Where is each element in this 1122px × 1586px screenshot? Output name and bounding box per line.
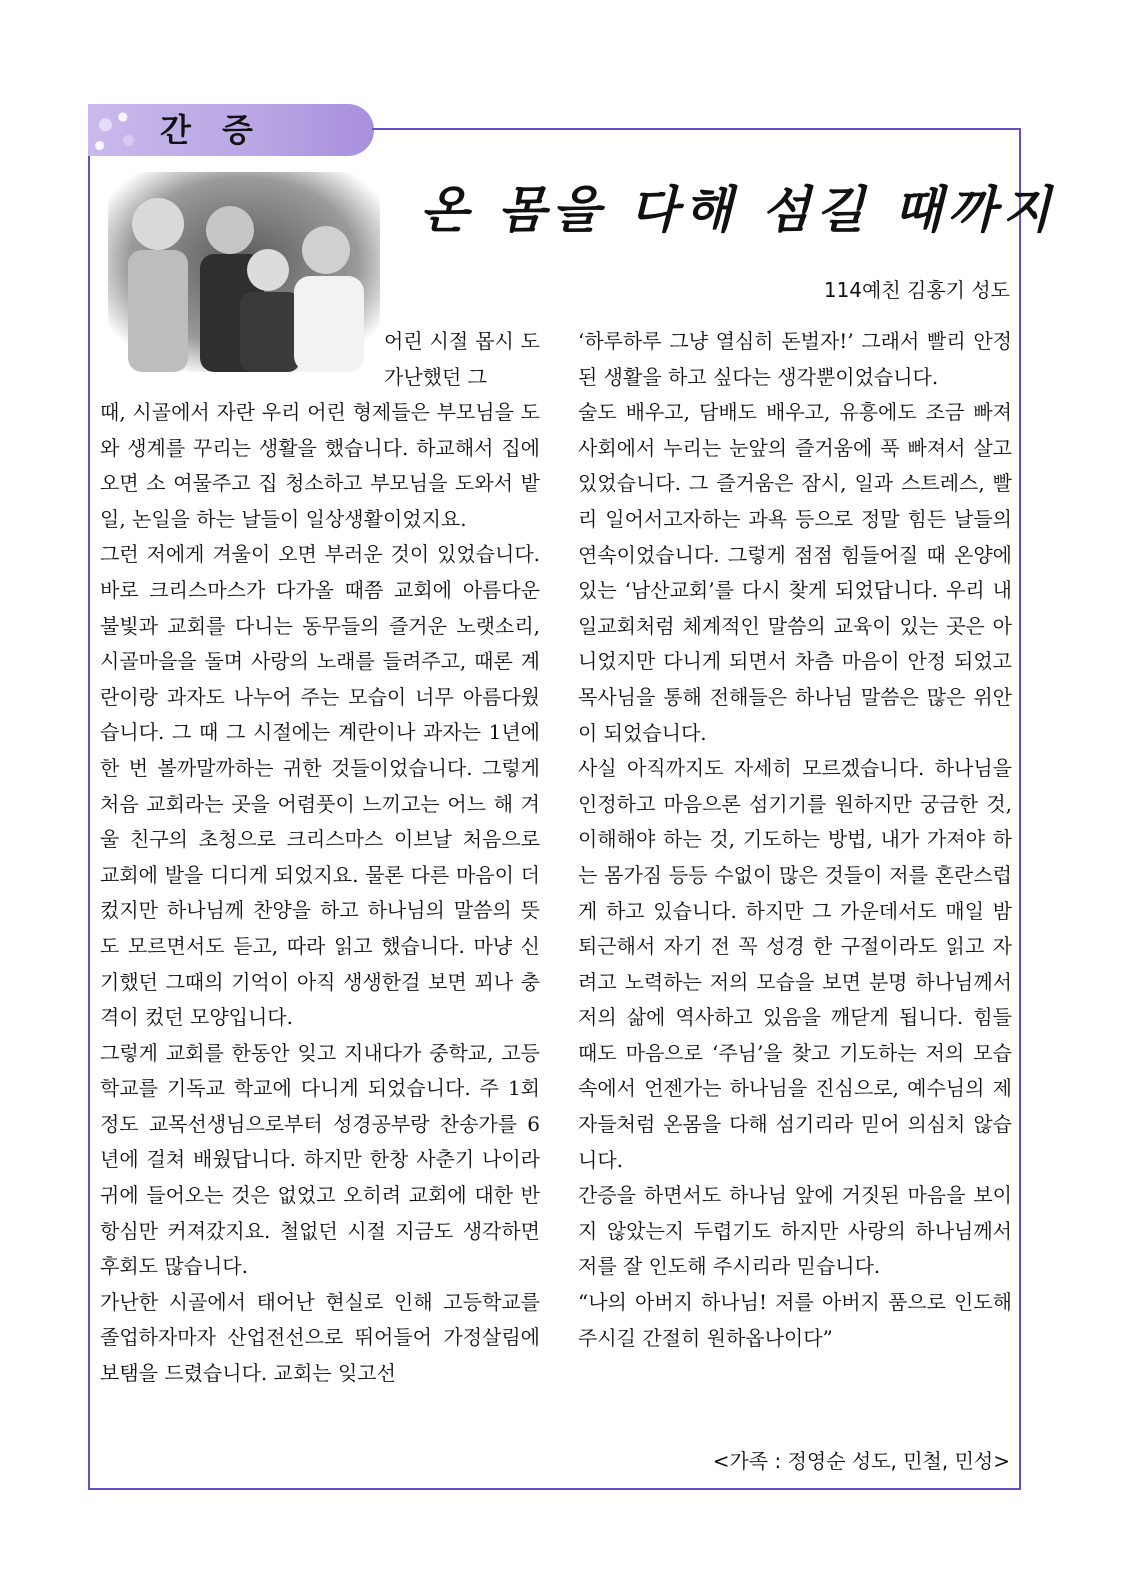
family-photo xyxy=(108,172,380,372)
column-right xyxy=(578,324,1012,1356)
header-rule xyxy=(372,128,1021,130)
paragraph: “나의 아버지 하나님! 저를 아버지 품으로 인도해 주시길 간절히 원하옵나이다” xyxy=(578,1290,1012,1350)
paragraph: 그런 저에게 겨울이 오면 부러운 것이 있었습니다. 바로 크리스마스가 다가올 때쯤 교회에 아름다운 불빛과 교회를 다니는 동무들의 즐거운 노랫소리, 시골마을을 돌며 사랑의 노래를 들려주고, 때론 계란이랑 과자도 나누어 주는 모습이 너무 아름다웠습니다. 그 때 그 시절에는 계란이나 과자는 1년에 한 번 볼까말까하는 귀한 것들이었습니다. 그렇게 처음 교회라는 곳을 어렴풋이 느끼고는 어느 해 겨울 친구의 초청으로 크리스마스 이브날 처음으로 교회에 발을 디디게 되었지요. 물론 다른 마음이 더 컸지만 하나님께 찬양을 하고 하나님의 말씀의 뜻도 모르면서도 듣고, 따라 읽고 했습니다. 마냥 신기했던 그때의 기억이 아직 생생한걸 보면 꾀나 충격이 컸던 모양입니다. xyxy=(100,542,540,1030)
article-title: 온 몸을 다해 섬길 때까지 xyxy=(420,180,1057,239)
paragraph: 가난한 시골에서 태어난 현실로 인해 고등학교를 졸업하자마자 산업전선으로 뛰어들어 가정살림에 보탬을 드렸습니다. 교회는 잊고선 xyxy=(100,1289,540,1386)
article-author: 114예친 김홍기 성도 xyxy=(823,278,1010,302)
section-tab-label: 간 증 xyxy=(160,111,263,149)
paragraph: 그렇게 교회를 한동안 잊고 지내다가 중학교, 고등학교를 기독교 학교에 다니게 되었습니다. 주 1회 정도 교목선생님으로부터 성경공부랑 찬송가를 6년에 걸쳐 배웠답니다. 하지만 한창 사춘기 나이라 귀에 들어오는 것은 없었고 오히려 교회에 대한 반항심만 커져갔지요. 철없던 시절 지금도 생각하면 후회도 많습니다. xyxy=(100,1040,540,1279)
paragraph: 술도 배우고, 담배도 배우고, 유흥에도 조금 빠져 사회에서 누리는 눈앞의 즐거움에 푹 빠져서 살고 있었습니다. 그 즐거움은 잠시, 일과 스트레스, 빨리 일어서고자하는 과욕 등으로 정말 힘든 날들의 연속이었습니다. 그렇게 점점 힘들어질 때 온양에 있는 ‘남산교회’를 다시 찾게 되었답니다. 우리 내일교회처럼 체계적인 말씀의 교육이 있는 곳은 아니었지만 다니게 되면서 차츰 마음이 안정 되었고 목사님을 통해 전해들은 하나님 말씀은 많은 위안이 되었습니다. xyxy=(578,400,1012,745)
family-note: <가족 : 정영순 성도, 민철, 민성> xyxy=(712,1449,1010,1473)
column-left xyxy=(100,395,540,1392)
paragraph: ‘하루하루 그냥 열심히 돈벌자!’ 그래서 빨리 안정된 생활을 하고 싶다는 생각뿐이었습니다. xyxy=(578,329,1012,389)
paragraph: 사실 아직까지도 자세히 모르겠습니다. 하나님을 인정하고 마음으론 섬기기를 원하지만 궁금한 것, 이해해야 하는 것, 기도하는 방법, 내가 가져야 하는 몸가짐 등등 수없이 많은 것들이 저를 혼란스럽게 하고 있습니다. 하지만 그 가운데서도 매일 밤 퇴근해서 자기 전 꼭 성경 한 구절이라도 읽고 자려고 노력하는 저의 모습을 보면 분명 하나님께서 저의 삶에 역사하고 있음을 깨닫게 됩니다. 힘들 때도 마음으로 ‘주님’을 찾고 기도하는 저의 모습 속에서 언젠가는 하나님을 진심으로, 예수님의 제자들처럼 온몸을 다해 섬기리라 믿어 의심치 않습니다. xyxy=(578,756,1012,1172)
family-photo-illustration xyxy=(108,172,380,372)
tab-decoration xyxy=(88,104,146,156)
paragraph: 때, 시골에서 자란 우리 어린 형제들은 부모님을 도와 생계를 꾸리는 생활을 했습니다. 하교해서 집에 오면 소 여물주고 집 청소하고 부모님을 도와서 밭일, 논일을 하는 날들이 일상생활이었지요. xyxy=(100,400,540,531)
paragraph: 간증을 하면서도 하나님 앞에 거짓된 마음을 보이지 않았는지 두렵기도 하지만 사랑의 하나님께서 저를 잘 인도해 주시리라 믿습니다. xyxy=(578,1183,1012,1279)
column1-intro: 어린 시절 몹시 도 가난했던 그 xyxy=(384,329,540,389)
